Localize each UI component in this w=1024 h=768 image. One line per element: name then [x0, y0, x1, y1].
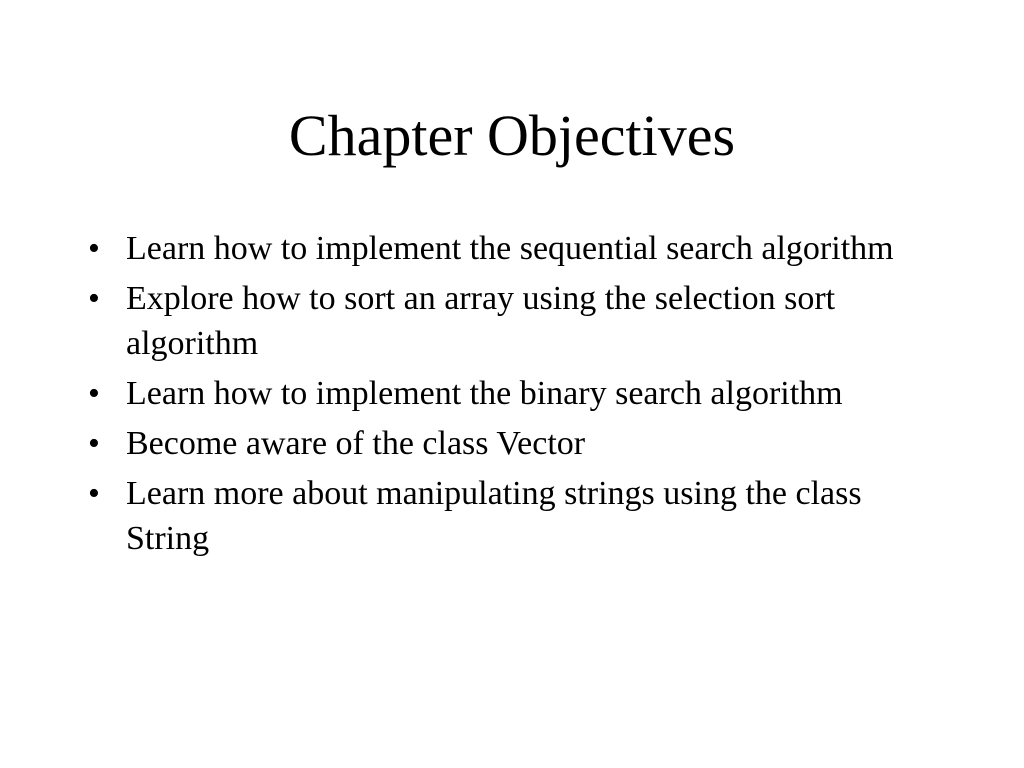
bullet-item: [84, 371, 934, 416]
bullet-text: Learn how to implement the binary search algorithm: [126, 375, 843, 412]
bullet-text: Become aware of the class Vector: [126, 425, 586, 462]
bullet-item: [84, 276, 934, 366]
bullet-list: [84, 226, 934, 566]
bullet-icon: •: [88, 230, 100, 267]
bullet-text: Explore how to sort an array using the selection sort algorithm: [126, 280, 836, 362]
bullet-icon: •: [88, 425, 100, 462]
bullet-item: [84, 471, 934, 561]
bullet-text: Learn more about manipulating strings using the class String: [126, 475, 862, 557]
bullet-item: [84, 421, 934, 466]
bullet-icon: •: [88, 375, 100, 412]
bullet-text: Learn how to implement the sequential search algorithm: [126, 230, 894, 267]
bullet-item: [84, 226, 934, 271]
bullet-icon: •: [88, 280, 100, 317]
slide-title: Chapter Objectives: [288, 103, 736, 168]
bullet-icon: •: [88, 475, 100, 512]
